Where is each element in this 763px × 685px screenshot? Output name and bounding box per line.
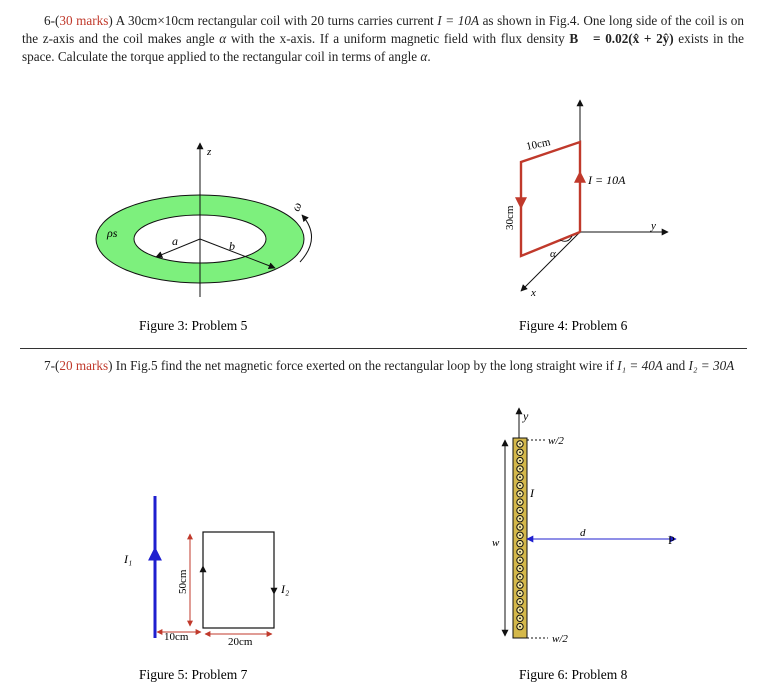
wire-current-label: I₁ [124,552,133,566]
point-p-label: P [668,533,675,547]
radius-a-label: a [172,234,178,248]
figure-6-caption: Figure 6: Problem 8 [519,667,628,682]
problem-marks: 30 marks [59,13,109,28]
figure-5-caption: Figure 5: Problem 7 [139,667,248,682]
current-dot-center [519,626,521,628]
figure-4-caption: Figure 4: Problem 6 [519,318,628,333]
y-axis-label: y [523,409,529,423]
alpha-symbol: α [219,31,227,47]
w-label: w [492,537,500,549]
current-dot-center [519,584,521,586]
current-dot-center [519,551,521,553]
current-dot-center [519,476,521,478]
problem-text: and [662,358,689,373]
current-dot-center [519,593,521,595]
problem-text: ) In Fig.5 find the net magnetic force exerted on the rectangular loop by the long straight wire if [108,358,618,373]
figure-6 [492,408,676,645]
problem-text: with the x-axis. If a uniform magnetic field with flux density [226,31,570,47]
i1-equation: I₁ = 40A [617,358,663,373]
y-axis-label: y [651,220,656,232]
distance-label: d [580,527,586,539]
current-equation: I = 10A [437,13,479,28]
width-label: 20cm [228,636,253,648]
current-dot-center [519,534,521,536]
problem-number: 7-( [44,358,60,373]
top-half-label: w/2 [548,435,564,447]
current-dot-center [519,501,521,503]
current-dot-center [519,568,521,570]
current-dot-center [519,559,521,561]
alpha-symbol: α [420,49,428,65]
i2-equation: I₂ = 30A [688,358,735,373]
current-dot-center [519,576,521,578]
problem-number: 6-( [44,13,60,28]
problem-text: as shown in Fig.4. One long side of the coil is on the z-axis and the coil makes angle [22,13,744,47]
current-dot-center [519,493,521,495]
radius-b-label: b [229,239,235,253]
problem-text: exists in the space. Calculate the torque applied to the rectangular coil in terms of angle [22,31,744,65]
rectangular-coil [521,142,580,256]
current-dot-center [519,443,521,445]
current-dot-center [519,460,521,462]
figure-3 [96,143,312,297]
loop-current-label: I₂ [281,582,290,596]
radius-a-arrow [156,239,200,257]
current-dots [517,441,523,630]
current-dot-center [519,468,521,470]
current-dot-center [519,510,521,512]
omega-label: ω [288,200,305,214]
rectangular-loop [203,532,274,628]
surface-charge-label: ρs [107,226,118,240]
problem-text: ) A 30cm×10cm rectangular coil with 20 turns carries current [108,13,438,28]
height-label: 50cm [177,569,189,594]
current-dot-center [519,543,521,545]
problem-marks: 20 marks [59,358,109,373]
figure-5 [123,496,289,648]
current-label: I = 10A [588,173,626,187]
z-axis-label: z [207,146,212,158]
gap-label: 10cm [164,631,189,643]
angle-alpha-label: α [550,248,556,260]
coil-width-label: 10cm [525,136,552,153]
current-dot-center [519,485,521,487]
figure-4 [504,100,668,299]
current-dot-center [519,518,521,520]
current-dot-center [519,609,521,611]
coil-height-label: 30cm [504,205,516,230]
current-dot-center [519,617,521,619]
x-axis-label: x [531,287,536,299]
x-axis [521,232,580,291]
current-dot-center [519,601,521,603]
current-dot-center [519,526,521,528]
b-field-equation: B⃗ = 0.02(x̂ + 2ŷ) [569,31,674,47]
bottom-half-label: w/2 [552,633,568,645]
strip-current-label: I [530,486,534,500]
problem-text: . [427,49,431,65]
figure-3-caption: Figure 3: Problem 5 [139,318,248,333]
current-dot-center [519,451,521,453]
